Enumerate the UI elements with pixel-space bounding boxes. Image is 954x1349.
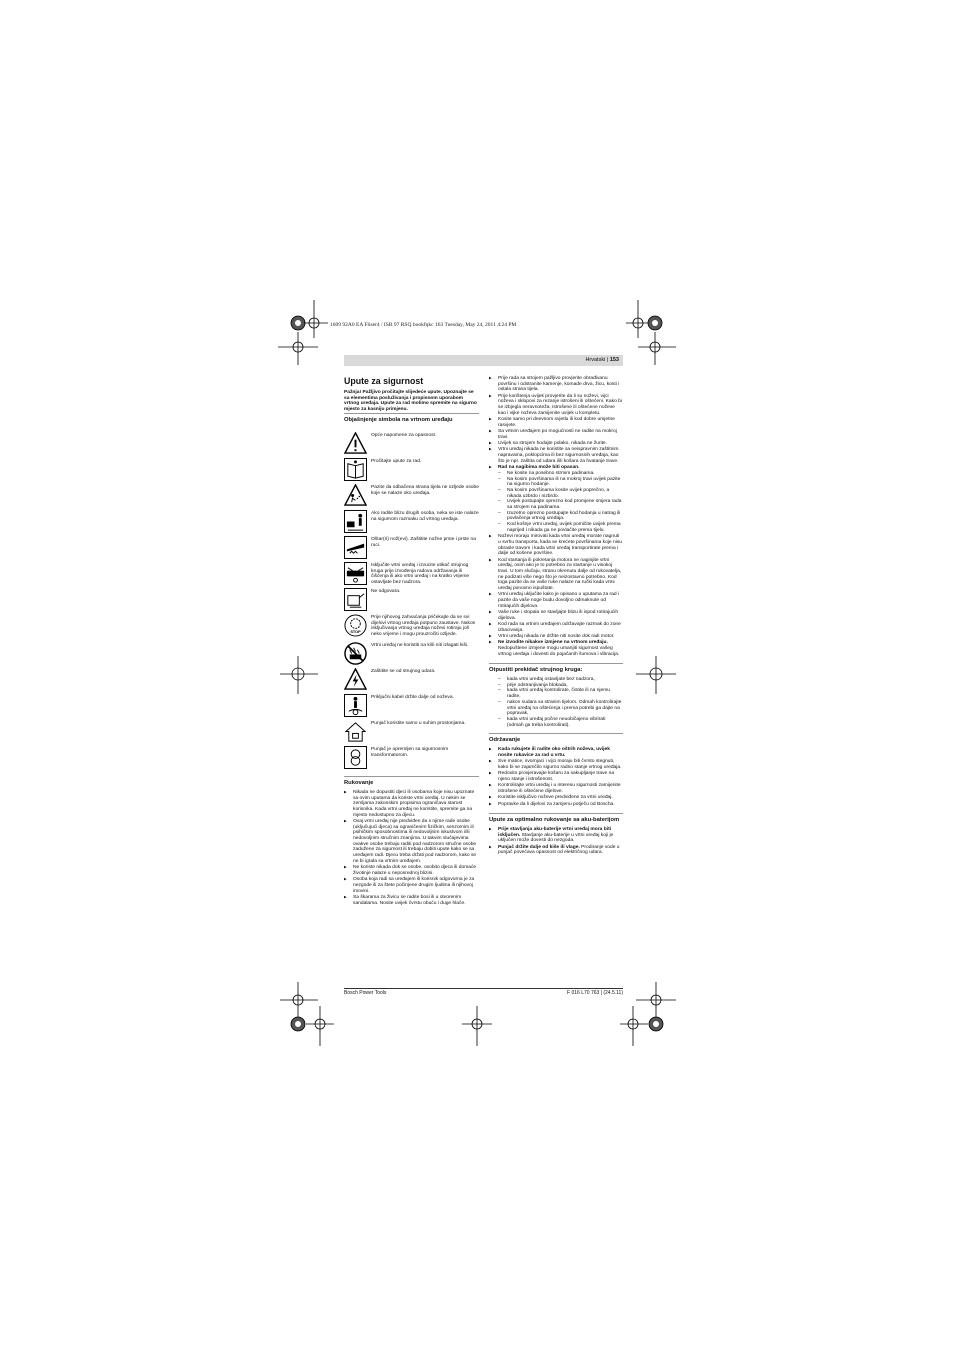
list-item: ▶ Prije korištenja uvijek provjerite da li su noževi, vijci noževa i sklopovi za rezanje istrošeni ili oštećeni. Kako bi se izbjegla neravnoteža, istrošene ili oštećene noževe kao i vijke noževa zamijenite uvijek u kompletu. <box>489 394 623 417</box>
symbols-heading: Objašnjenje simbola na vrtnom uređaju <box>344 413 479 424</box>
print-header: 1609 92A0 EA Fliser4 / ISB 97 RSQ bookfqkc 163 Tuesday, May 24, 2011 4:24 PM <box>330 322 517 328</box>
list-item: ▶ Ne koriste nikada dok se osobe, osobito djeca ili domaće životinje nalaze u neposrednoj blizini. <box>344 865 479 876</box>
list-item: ▶ Ovaj vrtni uređaj nije predviđen da s njime rade osobe (uključujući djeca) sa ograničenim fizičkim, senzornim ili psihičkim sposobnostima ili nedovoljnim iskustvom i/ili nedovoljnim stručnim znanjima. U takvim slučajevima ovakve osobe trebaju raditi pod nadzorom stručne osobe zadužene za sigurnost ili trebaju dobiti upute kako se sa uređajem radi. Djecu treba držati pod nadzorom, kako se ne bi igrala sa vrtnim uređajem. <box>344 819 479 865</box>
battery-heading: Upute za optimalno rukovanje sa aku-baterijom <box>489 813 623 824</box>
page-title: Upute za sigurnost <box>344 376 424 386</box>
registration-mark-top-left <box>278 300 328 365</box>
list-item: ▶ Kontrolirajte vrtni uređaj i u interesu sigurnosti zamijenite istrošene ili oštećene dijelove. <box>489 783 623 794</box>
running-header: Hrvatski | 153 <box>344 355 623 366</box>
battery-item-bold: Punjač držite dalje od kiše ili vlage. <box>498 844 580 850</box>
list-item: ▶ Sa škarama za živicu se radite bosi ili u otvorenim sandalama. Nosite uvijek čvrstu obuću i duge hlače. <box>344 895 479 906</box>
list-item: ▶ Koristite isključivo noževe predviđene za vrtni uređaj. <box>489 795 623 801</box>
list-item: ▶ Prije rada sa strojem pažljivo provjerite obrađivanu površinu i odstranite kamenje, komade drva, žicu, kosti i ostala strana tijela. <box>489 376 623 393</box>
no-changes-bold: Ne izvodite nikakve izmjene na vrtnom uređaju. <box>498 640 608 646</box>
manual-icon <box>344 458 367 481</box>
list-item: – prije odstranjivanja blokada, <box>498 683 623 689</box>
list-item <box>489 845 623 856</box>
list-item: ▶ Osoba koja radi sa uređajem ili korisnik odgovorna je za nezgode ili za štete počinjene drugim ljudima ili njihovoj imovini. <box>344 877 479 894</box>
list-item: – Na kosim površinama ili na mokroj travi uvijek pazite na sigurno hodanje. <box>498 477 623 488</box>
registration-mark-top-right <box>626 300 676 365</box>
list-item: ▶ Kosite samo pri dnevnom svjetlu ili kod dobre umjetne rasvjete. <box>489 417 623 428</box>
maintenance-first: Kada rukujete ili radite oko oštrih noževa, uvijek nosite rukavice za rad u vrtu. <box>498 747 610 759</box>
handling-heading: Rukovanje <box>344 776 479 787</box>
list-item: ▶ Popravke da li dijelovi za zamjenu potječu od Boscha. <box>489 802 623 808</box>
symbol-row <box>344 694 479 720</box>
no-changes-text: Nedopuštene izmjene mogu umanjiti sigurnost vašeg vrtnog uređaja i dovesti do pojačanih šumova i vibracija. <box>498 646 620 657</box>
list-item: ▶ Vrtni uređaj nikada ne držite niti nosite dok radi motor. <box>489 634 623 640</box>
list-item <box>489 640 623 657</box>
disconnect-heading: Otpustiti prekidač strujnog kruga: <box>489 663 623 674</box>
list-item: ▶ Uvijek sa strojem hodajte polako, nikada ne žurite. <box>489 441 623 447</box>
symbol-text: Oštar(ri) nož(evi). Zaštitite nožne prste i prste na ruci. <box>371 536 476 548</box>
list-item: ▶ Vrtni uređaj nikada ne koristite sa neispravnim zaštitnim napravama, poklopcima ili bez sigurnosnih uređaja, kao što je npr. zaštita od udara i/ili košara za hvatanje trave. <box>489 447 623 464</box>
footer-code: F 016 L70 763 | (24.5.11) <box>567 990 623 996</box>
symbol-row <box>344 614 479 642</box>
symbol-row <box>344 642 479 668</box>
cleaning-icon <box>344 588 367 611</box>
svg-text:STOP: STOP <box>350 629 361 634</box>
list-item <box>489 747 623 758</box>
battery-list <box>489 827 623 856</box>
symbol-text: Isključite vrtni uređaj i izvucite utikač strujnog kruga prije izvođenja radova održavanja ili čišćenja ili ako vrtni uređaj i na kratko vrijeme ostavljate bez nadzora. <box>371 562 470 585</box>
symbol-row <box>344 510 479 536</box>
safety-list-a <box>489 376 623 657</box>
list-item: ▶ Vrtni uređaj uključite kako je opisano u uputama za rad i pazite da vaše noge budu dovoljno odmaknute od rotirajućih dijelova. <box>489 592 623 609</box>
symbol-row <box>344 484 479 510</box>
intro-text: Pažnja! Pažljivo pročitajte slijedeće upute. Upoznajte se sa elementima posluživanja i propisnom uporabom vrtnog uređaja. Upute za rad molimo spremite na sigurno mjesto za kasniju primjenu. <box>344 390 477 413</box>
list-item: ▶ Redovito provjeravajte košaru za sakupljanje trave na njeno stanje i istrošenost. <box>489 771 623 782</box>
footer-brand: Bosch Power Tools <box>344 990 387 996</box>
list-item: ▶ Noževi moraju mirovati kada vrtni uređaj morate nagnuti u svrhu transporta, kada se krećete površinama koje nisu obrasle travom i kada vrtni uređaj transportirate prema i dalje od košene površine. <box>489 534 623 557</box>
maintenance-list <box>489 747 623 807</box>
safety-transformer-icon <box>344 746 367 769</box>
list-item: – kada vrtni uređaj kontrolirate, čistite ili na njemu radite, <box>498 688 623 699</box>
footer-rule <box>344 988 623 989</box>
flying-debris-icon <box>344 484 367 507</box>
symbol-text: Punjač je opremljen sa sigurnosnim transformatorom. <box>371 746 449 758</box>
disconnect-list <box>489 677 623 728</box>
left-column <box>344 376 479 907</box>
list-item: ▶ Sve matice, svornjaci i vijci moraju biti čvrsto stegnuti, kako bi se zajamčilo sigurno radno stanje vrtnog uređaja. <box>489 759 623 770</box>
list-item <box>489 827 623 844</box>
slope-list <box>498 471 623 534</box>
header-language: Hrvatski <box>585 356 606 363</box>
list-item: – Na kosim površinama kosite uvijek poprečno, a nikada uzbrdo i nizbrdo. <box>498 488 623 499</box>
slope-heading: Rad na nagibima može biti opasan. <box>498 465 580 471</box>
maintenance-heading: Održavanje <box>489 733 623 744</box>
list-item: – nakon sudara sa stranim tijelom. Odmah kontrolirajte vrtni uređaj na oštećenja i prema potrebi ga dajte na popravak, <box>498 700 623 717</box>
symbol-text: Prije njihovog zahvaćanja pričekajte da se svi dijelovi vrtnog uređaja potpuno zaustave. Nakon isključivanja vrtnog uređaja noževi rotiraju još neko vrijeme i mogu prouzročiti ozljede. <box>371 614 476 637</box>
battery-item-bold: Prije stavljanja aku-baterije vrtni uređaj mora biti isključen. <box>498 826 612 838</box>
electric-shock-icon <box>344 668 367 691</box>
stop-blade-icon <box>344 614 367 637</box>
symbol-row <box>344 588 479 614</box>
list-item: ▶ Vaše ruke i stopala ne stavljajte blizu ili ispod rotirajućih dijelova. <box>489 610 623 621</box>
symbol-row <box>344 562 479 588</box>
symbol-row <box>344 746 479 772</box>
sharp-blade-icon <box>344 536 367 559</box>
battery-item-text: Prodiranje vode u punjač povećava opasnost od električnog udara. <box>498 844 620 856</box>
battery-item-text: Stavljanje aku-baterije u vrtni uređaj koji je uključen može dovesti do nezgoda. <box>498 832 614 844</box>
symbol-row <box>344 432 479 458</box>
no-rain-icon <box>344 642 367 665</box>
list-item: ▶ Sa vrtnim uređajem po mogućnosti ne radite na mokroj travi. <box>489 429 623 440</box>
list-item <box>489 465 623 533</box>
registration-mark-mid-right <box>636 656 676 694</box>
list-item: – kada vrtni uređaj počne neuobičajeno vibrirati (odmah ga treba kontrolirati). <box>498 717 623 728</box>
list-item: – kada vrtni uređaj ostavljate bez nadzora, <box>498 677 623 683</box>
list-item: ▶ Nikada ne dopustiti djeci ili osobama koje nisu upoznate sa ovim uputama da koriste vrtni uređaj. U nekim se zemljama zakonskim propisima ograničava starost korisnika. Kada vrtni uređaj ne koristite, spremite ga na mjesto nedostupno za djecu. <box>344 790 479 819</box>
symbol-row <box>344 668 479 694</box>
list-item: – Uvijek postupajte oprezno kod promjene smjera rada sa strojem na padinama. <box>498 499 623 510</box>
symbol-text: Pročitajte upute za rad. <box>371 458 422 464</box>
symbol-text: Priključni kabel držite dalje od noževa. <box>371 694 454 700</box>
bystander-distance-icon <box>344 510 367 533</box>
right-column <box>489 376 623 857</box>
list-item: ▶ Kod rada sa vrtnim uređajem održavajte razmak do zone izbacivanja. <box>489 622 623 633</box>
page-number: 153 <box>609 356 619 363</box>
switch-off-icon <box>344 562 367 585</box>
list-item: ▶ Kod startanja ili pokretanja motora ne naginjite vrtni uređaj, osim ako je to potrebno za startanje u visokoj travi. U tom slučaju, stranu okrenutu dalje od rukovatelja, ne podizati više nego što je neizostavno potrebno. Kod toga pazite da se vaše ruke nalaze na ručki kada vrtni uređaj ponovno ispuštate. <box>489 558 623 592</box>
warning-icon <box>344 432 367 455</box>
symbol-text: Vrtni uređaj ne koristiti na kiši niti izlagati kiši. <box>371 642 469 648</box>
handling-list <box>344 790 479 906</box>
symbol-text: Ako radite blizu drugih osoba, neka se iste nalaze na sigurnom razmaku od vrtnog uređaja. <box>371 510 479 522</box>
indoor-use-icon <box>344 720 367 743</box>
symbol-row <box>344 720 479 746</box>
symbol-row <box>344 536 479 562</box>
symbol-text: Punjač koristite samo u suhim prostorijama. <box>371 720 466 726</box>
list-item: – Kod košnje vrtni uređaj, uvijek pomičite uvijek prema naprijed i nikada ga ne povlačite prema tijelu. <box>498 522 623 533</box>
symbol-text: Ne odgovara. <box>371 588 401 594</box>
symbol-row <box>344 458 479 484</box>
list-item: – Ne kosite na posebno strmim padinama. <box>498 471 623 477</box>
symbol-text: Pazite da odbačena strana tijela ne ozljede osobe koje se nalaze oko uređaja. <box>371 484 479 496</box>
cable-blade-icon <box>344 694 367 717</box>
symbol-text: Zaštitite se od strujnog udara. <box>371 668 436 674</box>
registration-mark-mid-left <box>280 656 318 694</box>
list-item: – Izuzetno oprezno postupajte kod hodanja u natrag ili povlačenja vrtnog uređaja. <box>498 511 623 522</box>
symbol-text: Opće napomene za opasnost. <box>371 432 437 438</box>
